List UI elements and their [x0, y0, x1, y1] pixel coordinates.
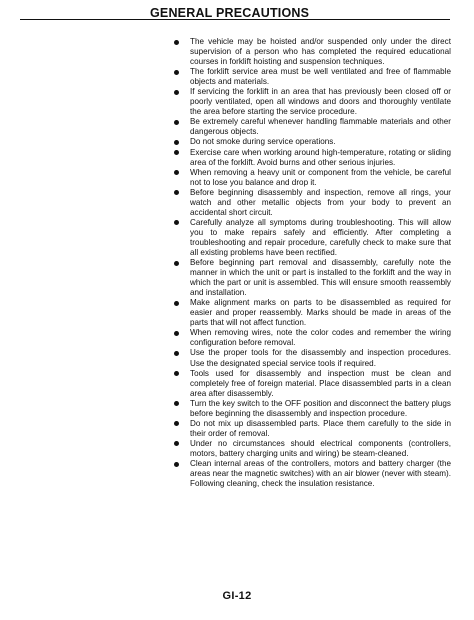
precaution-text: Do not smoke during service operations.: [190, 137, 336, 147]
precaution-text: Clean internal areas of the controllers, motors and battery charger (the areas near the magnetic switches) with an air blower (never with steam). Following cleaning, check the insulation resistance.: [190, 458, 451, 489]
precaution-item: [172, 137, 451, 147]
precaution-text: Make alignment marks on parts to be disassembled as required for easier and proper reassembly. Marks should be made in areas of the parts that will not affect function.: [190, 298, 451, 328]
bullet-icon: [174, 140, 179, 145]
precaution-item: [172, 328, 451, 348]
precaution-item: [172, 399, 451, 419]
header-rule: [20, 19, 450, 20]
bullet-icon: [174, 351, 179, 356]
bullet-icon: [174, 190, 179, 195]
bullet-icon: [174, 421, 179, 426]
precaution-item: [172, 218, 451, 258]
precaution-item: [172, 459, 451, 489]
bullet-icon: [174, 371, 179, 376]
precaution-text: The vehicle may be hoisted and/or suspended only under the direct supervision of a person who has completed the required educational courses in forklift hoisting and suspension techniques.: [190, 37, 451, 67]
precaution-item: [172, 298, 451, 328]
precaution-text: When removing wires, note the color codes and remember the wiring configuration before removal.: [190, 328, 451, 348]
precaution-item: [172, 168, 451, 188]
bullet-icon: [174, 401, 179, 406]
bullet-icon: [174, 40, 179, 45]
bullet-icon: [174, 70, 179, 75]
bullet-icon: [174, 261, 179, 266]
precautions-list: [172, 37, 451, 489]
precaution-text: Tools used for disassembly and inspection must be clean and completely free of foreign material. Place disassembled parts in a clean area after disassembly.: [190, 368, 451, 398]
precaution-item: [172, 37, 451, 67]
bullet-icon: [174, 441, 179, 446]
precaution-text: The forklift service area must be well ventilated and free of flammable objects and materials.: [190, 67, 451, 87]
page-number: GI-12: [222, 590, 252, 602]
precaution-item: [172, 369, 451, 399]
bullet-icon: [174, 301, 179, 306]
precaution-text: Under no circumstances should electrical components (controllers, motors, battery charging units and wiring) be steam-cleaned.: [190, 438, 451, 458]
bullet-icon: [174, 220, 179, 225]
precaution-item: [172, 188, 451, 218]
precaution-item: [172, 117, 451, 137]
precaution-text: Turn the key switch to the OFF position and disconnect the battery plugs before beginning the disassembly and inspection procedure.: [190, 398, 451, 418]
precaution-text: Use the proper tools for the disassembly and inspection procedures. Use the designated special service tools if required.: [190, 348, 451, 368]
page-title: GENERAL PRECAUTIONS: [150, 6, 310, 20]
precaution-item: [172, 148, 451, 168]
precaution-text: Carefully analyze all symptoms during troubleshooting. This will allow you to make repairs safely and efficiently. After completing a troubleshooting and repair procedure, carefully check to make sure that all existing problems have been rectified.: [190, 217, 451, 257]
precaution-item: [172, 419, 451, 439]
bullet-icon: [174, 90, 179, 95]
page-header: [0, 0, 474, 22]
bullet-icon: [174, 120, 179, 125]
bullet-icon: [174, 150, 179, 155]
precaution-item: [172, 439, 451, 459]
precaution-item: [172, 258, 451, 298]
precaution-item: [172, 87, 451, 117]
precaution-text: Before beginning disassembly and inspection, remove all rings, your watch and other metallic objects from your body to prevent an accidental short circuit.: [190, 187, 451, 217]
precaution-text: Do not mix up disassembled parts. Place them carefully to the side in their order of removal.: [190, 418, 451, 438]
bullet-icon: [174, 462, 179, 467]
bullet-icon: [174, 170, 179, 175]
precaution-text: When removing a heavy unit or component from the vehicle, be careful not to lose you balance and drop it.: [190, 167, 451, 187]
precaution-text: Before beginning part removal and disassembly, carefully note the manner in which the unit or part is installed to the forklift and the way in which the part or unit is assembled. This will ensure smooth reassembly and installation.: [190, 258, 451, 298]
precaution-item: [172, 348, 451, 368]
precaution-text: If servicing the forklift in an area that has previously been closed off or poorly ventilated, open all windows and doors and thoroughly ventilate the area before starting the service procedure.: [190, 87, 451, 117]
precaution-text: Exercise care when working around high-temperature, rotating or sliding area of the forklift. Avoid burns and other serious injuries.: [190, 147, 451, 167]
precaution-text: Be extremely careful whenever handling flammable materials and other dangerous objects.: [190, 117, 451, 137]
precaution-item: [172, 67, 451, 87]
bullet-icon: [174, 331, 179, 336]
